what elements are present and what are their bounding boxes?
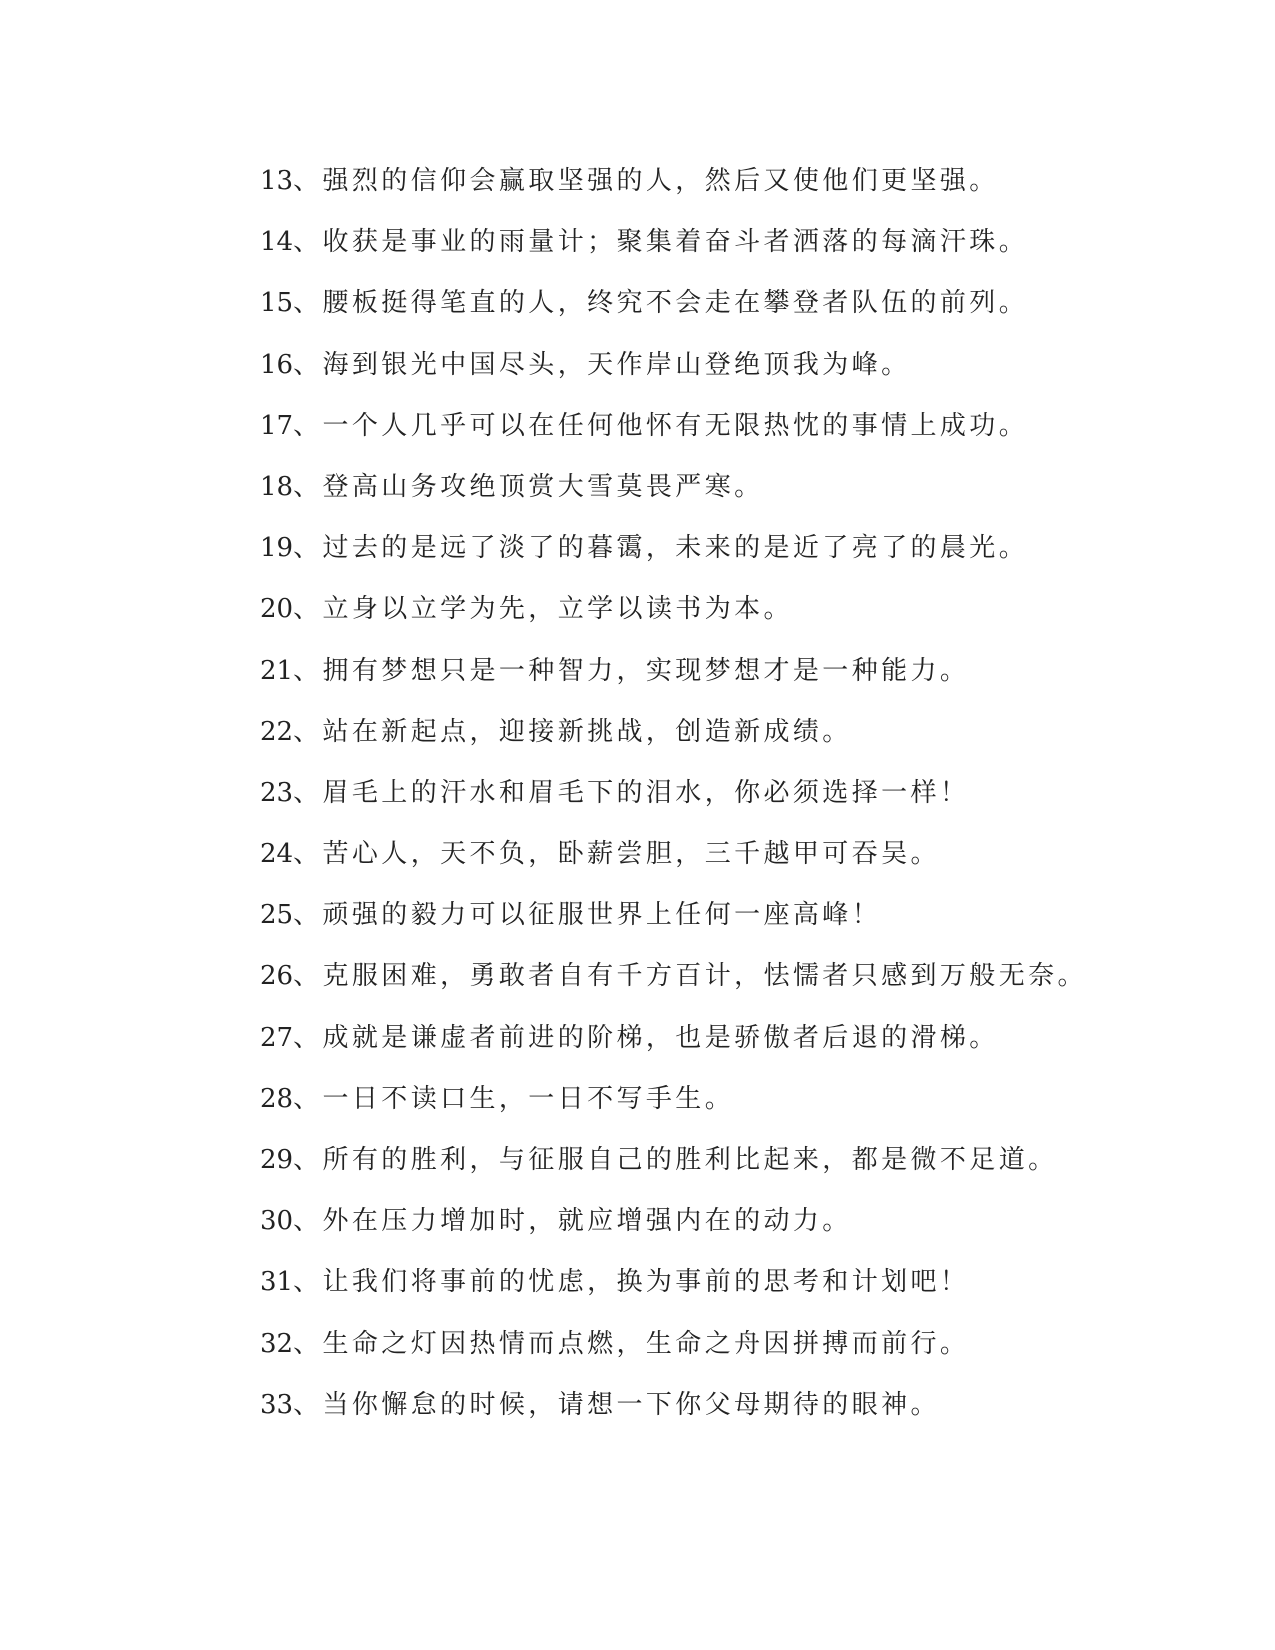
quote-item-15 bbox=[260, 285, 1220, 346]
quote-text: 、生命之灯因热情而点燃，生命之舟因拼搏而前行。 bbox=[293, 1328, 970, 1359]
quote-text: 、强烈的信仰会赢取坚强的人，然后又使他们更坚强。 bbox=[293, 166, 999, 196]
quote-item-14 bbox=[260, 224, 1220, 285]
quote-number: 14 bbox=[260, 227, 294, 258]
quote-item-21 bbox=[260, 653, 1220, 714]
quote-number: 25 bbox=[260, 900, 294, 931]
quote-text: 、成就是谦虚者前进的阶梯，也是骄傲者后退的滑梯。 bbox=[293, 1022, 999, 1053]
quote-text: 、一个人几乎可以在任何他怀有无限热忱的事情上成功。 bbox=[293, 410, 1029, 441]
quote-item-27 bbox=[260, 1020, 1220, 1081]
quote-text: 、外在压力增加时，就应增强内在的动力。 bbox=[293, 1206, 852, 1237]
quote-item-31 bbox=[260, 1264, 1220, 1325]
quote-text: 、让我们将事前的忧虑，换为事前的思考和计划吧！ bbox=[293, 1267, 970, 1298]
quote-item-23 bbox=[260, 775, 1220, 836]
quote-text: 、收获是事业的雨量计；聚集着奋斗者洒落的每滴汗珠。 bbox=[293, 227, 1029, 258]
quote-number: 15 bbox=[260, 288, 294, 319]
quote-text: 、顽强的毅力可以征服世界上任何一座高峰！ bbox=[293, 900, 882, 931]
quote-number: 20 bbox=[260, 594, 294, 625]
quote-number: 18 bbox=[260, 471, 294, 502]
quote-text: 、立身以立学为先，立学以读书为本。 bbox=[293, 594, 793, 625]
quote-item-18 bbox=[260, 469, 1220, 530]
quote-text: 、站在新起点，迎接新挑战，创造新成绩。 bbox=[293, 716, 852, 747]
quote-text: 、海到银光中国尽头，天作岸山登绝顶我为峰。 bbox=[293, 349, 911, 380]
quote-text: 、过去的是远了淡了的暮霭，未来的是近了亮了的晨光。 bbox=[293, 533, 1029, 564]
quote-item-25 bbox=[260, 897, 1220, 958]
quote-item-24 bbox=[260, 836, 1220, 897]
quote-text: 、拥有梦想只是一种智力，实现梦想才是一种能力。 bbox=[293, 655, 970, 686]
quote-item-33 bbox=[260, 1387, 1220, 1448]
quote-item-20 bbox=[260, 591, 1220, 652]
quote-number: 30 bbox=[260, 1206, 294, 1237]
quote-number: 29 bbox=[260, 1145, 294, 1175]
quote-text: 、所有的胜利，与征服自己的胜利比起来，都是微不足道。 bbox=[293, 1145, 1058, 1175]
quote-number: 13 bbox=[260, 166, 294, 196]
quote-number: 31 bbox=[260, 1267, 294, 1298]
quote-number: 17 bbox=[260, 410, 294, 441]
quote-item-22 bbox=[260, 714, 1220, 775]
quote-item-29 bbox=[260, 1142, 1220, 1203]
quote-item-19 bbox=[260, 530, 1220, 591]
quote-number: 33 bbox=[260, 1389, 294, 1420]
quote-number: 32 bbox=[260, 1328, 294, 1359]
quote-item-16 bbox=[260, 347, 1220, 408]
quote-text: 、克服困难，勇敢者自有千方百计，怯懦者只感到万般无奈。 bbox=[293, 961, 1087, 992]
quote-item-13 bbox=[260, 163, 1220, 224]
quote-number: 22 bbox=[260, 716, 294, 747]
quote-item-26 bbox=[260, 958, 1220, 1019]
quote-number: 27 bbox=[260, 1022, 294, 1053]
quote-item-30 bbox=[260, 1203, 1220, 1264]
quote-item-32 bbox=[260, 1326, 1220, 1387]
quote-number: 16 bbox=[260, 349, 294, 380]
quote-number: 21 bbox=[260, 655, 294, 686]
quote-item-28 bbox=[260, 1081, 1220, 1142]
quote-text: 、当你懈怠的时候，请想一下你父母期待的眼神。 bbox=[293, 1389, 940, 1420]
quote-list bbox=[260, 163, 1220, 1448]
quote-text: 、登高山务攻绝顶赏大雪莫畏严寒。 bbox=[293, 471, 764, 502]
quote-number: 26 bbox=[260, 961, 294, 992]
quote-number: 19 bbox=[260, 533, 294, 564]
quote-text: 、一日不读口生，一日不写手生。 bbox=[293, 1083, 735, 1114]
quote-number: 24 bbox=[260, 839, 294, 870]
quote-text: 、腰板挺得笔直的人，终究不会走在攀登者队伍的前列。 bbox=[293, 288, 1029, 319]
quote-item-17 bbox=[260, 408, 1220, 469]
quote-number: 23 bbox=[260, 777, 294, 808]
quote-text: 、眉毛上的汗水和眉毛下的泪水，你必须选择一样！ bbox=[293, 777, 970, 808]
quote-number: 28 bbox=[260, 1083, 294, 1114]
quote-text: 、苦心人，天不负，卧薪尝胆，三千越甲可吞吴。 bbox=[293, 839, 940, 870]
